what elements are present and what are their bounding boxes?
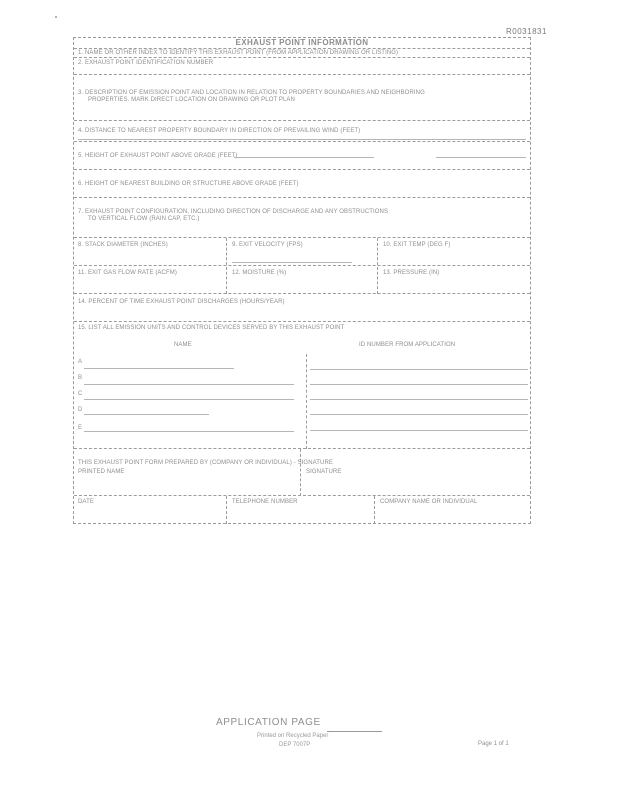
signature-block-label: THIS EXHAUST POINT FORM PREPARED BY (COMPANY OR INDIVIDUAL) - SIGNATURE — [78, 460, 334, 466]
row-divider — [74, 142, 530, 170]
signature-name-label: PRINTED NAME — [78, 469, 125, 475]
field-height-label: 5. HEIGHT OF EXHAUST POINT ABOVE GRADE (FEET) — [78, 153, 238, 159]
row-divider — [74, 75, 530, 121]
col-divider — [226, 238, 227, 294]
field-building-height-label: 6. HEIGHT OF NEAREST BUILDING OR STRUCTURE ABOVE GRADE (FEET) — [78, 181, 299, 187]
field-pressure-label: 13. PRESSURE (IN) — [383, 270, 440, 276]
field-exit-velocity-label: 9. EXIT VELOCITY (FPS) — [232, 242, 303, 248]
field-percent-time-label: 14. PERCENT OF TIME EXHAUST POINT DISCHARGES (HOURS/YEAR) — [78, 299, 285, 305]
row-divider — [74, 48, 530, 58]
col-header-id: ID NUMBER FROM APPLICATION — [359, 342, 456, 348]
row-divider — [74, 170, 530, 198]
signature-title-label: SIGNATURE — [306, 469, 342, 475]
row-divider — [74, 121, 530, 142]
row-divider — [74, 449, 530, 496]
form-title: EXHAUST POINT INFORMATION — [235, 38, 369, 47]
form-code: R0031831 — [506, 27, 547, 36]
unit-row-label: D — [78, 407, 83, 413]
field-description-label-cont: PROPERTIES. MARK DIRECT LOCATION ON DRAWING OR PLOT PLAN — [88, 97, 295, 103]
field-description-label: 3. DESCRIPTION OF EMISSION POINT AND LOCATION IN RELATION TO PROPERTY BOUNDARIES AND NEIGHBORING — [78, 90, 425, 96]
field-exhaust-name-label: 1. NAME OR OTHER INDEX TO IDENTIFY THIS EXHAUST POINT (FROM APPLICATION DRAWING OR LISTING) — [78, 50, 399, 56]
footer-title: APPLICATION PAGE — [216, 717, 321, 728]
field-gas-flow-label: 11. EXIT GAS FLOW RATE (ACFM) — [78, 270, 177, 276]
row-divider — [74, 322, 530, 449]
field-configuration-label-cont: TO VERTICAL FLOW (RAIN CAP, ETC.) — [88, 216, 200, 222]
footer-recycled-note: Printed on Recycled Paper — [257, 733, 329, 739]
signature-company-label: COMPANY NAME OR INDIVIDUAL — [380, 499, 478, 505]
field-exit-temp-label: 10. EXIT TEMP (DEG F) — [383, 242, 451, 248]
field-stack-diameter-label: 8. STACK DIAMETER (INCHES) — [78, 242, 168, 248]
unit-row-label: B — [78, 375, 83, 381]
col-divider — [374, 496, 375, 524]
page-number: Page 1 of 1 — [478, 741, 509, 747]
col-header-name: NAME — [174, 342, 192, 348]
field-moisture-label: 12. MOISTURE (%) — [232, 270, 287, 276]
row-divider — [74, 238, 530, 266]
exhaust-point-form — [73, 37, 531, 524]
corner-dot — [55, 16, 57, 18]
signature-date-label: DATE — [78, 499, 94, 505]
footer-underline — [327, 731, 382, 732]
row-divider — [74, 58, 530, 75]
signature-phone-label: TELEPHONE NUMBER — [232, 499, 298, 505]
col-divider — [377, 238, 378, 294]
field-configuration-label: 7. EXHAUST POINT CONFIGURATION, INCLUDING DIRECTION OF DISCHARGE AND ANY OBSTRUCTIONS — [78, 209, 389, 215]
field-exhaust-id-label: 2. EXHAUST POINT IDENTIFICATION NUMBER — [78, 60, 214, 66]
row-divider — [74, 198, 530, 238]
footer-form-number: DEP 7007P — [279, 742, 311, 748]
field-units-list-label: 15. LIST ALL EMISSION UNITS AND CONTROL DEVICES SERVED BY THIS EXHAUST POINT — [78, 325, 345, 331]
unit-row-label: C — [78, 391, 83, 397]
field-distance-label: 4. DISTANCE TO NEAREST PROPERTY BOUNDARY IN DIRECTION OF PREVAILING WIND (FEET) — [78, 128, 361, 134]
unit-row-label: E — [78, 425, 83, 431]
row-divider — [74, 266, 530, 294]
col-divider — [226, 496, 227, 524]
row-divider — [74, 294, 530, 322]
unit-row-label: A — [78, 359, 83, 365]
